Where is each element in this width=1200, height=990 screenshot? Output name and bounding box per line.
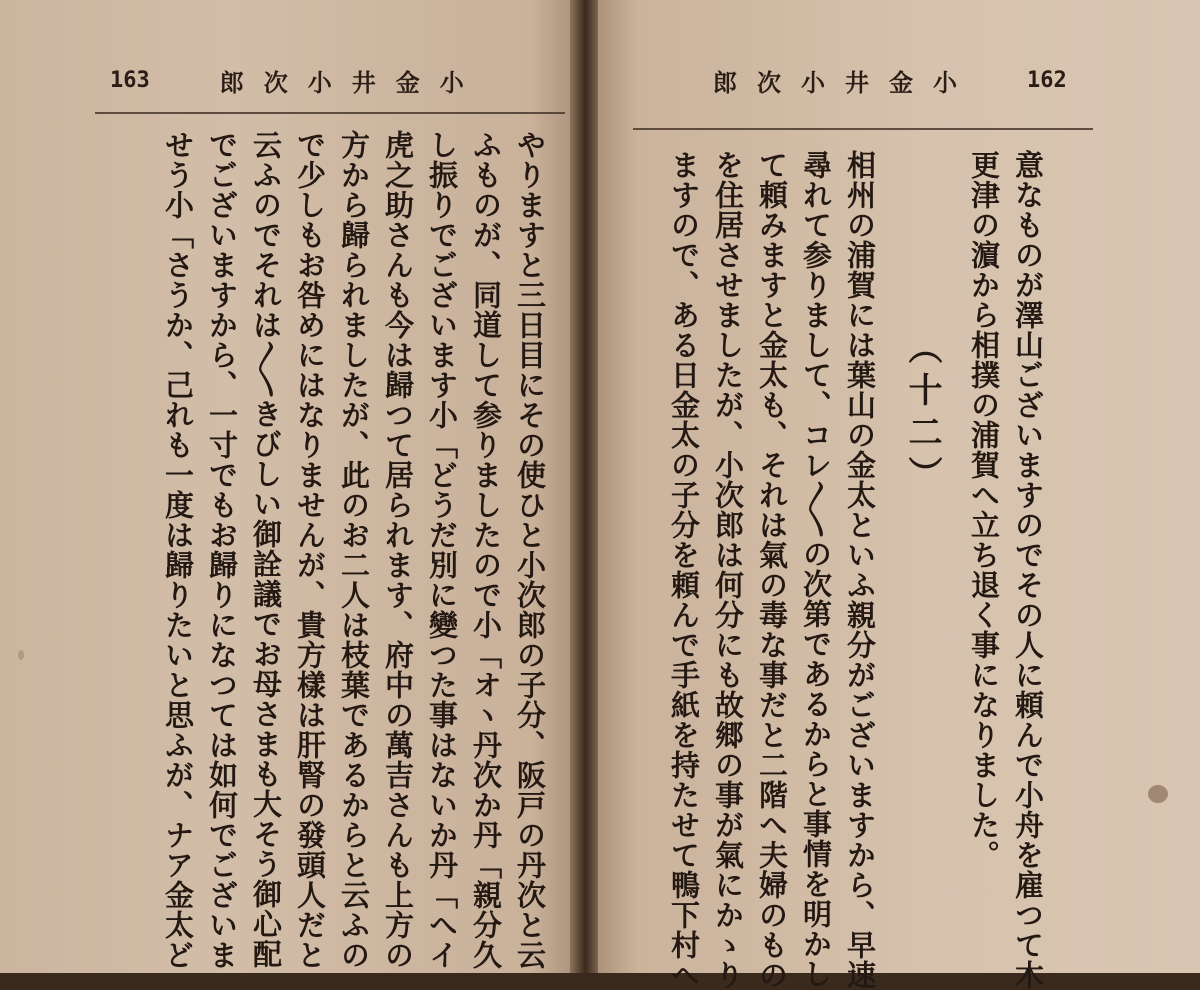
paper-stain (18, 650, 24, 660)
text-column: で少しもお咎めにはなりませんが、貴方樣は肝腎の發頭人だと (293, 130, 327, 970)
text-column: やりますと三日目にその使ひと小次郎の子分、阪戸の丹次と云 (513, 130, 547, 970)
left-page-body (156, 130, 552, 970)
section-heading: （十二） (902, 330, 942, 498)
text-column: 云ふのでそれは〳〵きびしい御詮議でお母さまも大そう御心配 (249, 130, 283, 969)
text-column: 更津の濵から相撲の浦賀へ立ち退く事になりました。 (967, 150, 1001, 870)
text-column: 虎之助さんも今は歸つて居られます、府中の萬吉さんも上方の (381, 130, 415, 970)
paper-stain (1148, 785, 1168, 803)
right-page-number: 162 (1027, 67, 1067, 93)
text-column: し振りでございます小「どうだ別に變つた事はないか丹「へイ (425, 130, 459, 970)
left-page-header (110, 60, 490, 100)
right-header-rule (633, 128, 1093, 130)
text-column: 方から歸られましたが、此のお二人は枝葉であるからと云ふの (337, 130, 371, 970)
right-running-title: 小金井小次郎 (713, 67, 977, 97)
right-page-body (662, 150, 1050, 990)
text-column: 意なものが澤山ございますのでその人に頼んで小舟を雇つて木 (1011, 150, 1045, 990)
text-column: を住居させましたが、小次郎は何分にも故郷の事が氣にかゝり (711, 150, 745, 990)
text-column: ふものが、同道して参りましたので小「オヽ丹次か丹「親分久 (469, 130, 503, 970)
text-column: でございますから、一寸でもお歸りになつては如何でございま (205, 130, 239, 970)
text-column: せう小「さうか、己れも一度は歸りたいと思ふが、ナア金太ど (161, 130, 195, 970)
right-page-header (713, 60, 1073, 100)
text-column: ますので、ある日金太の子分を頼んで手紙を持たせて鴨下村へ (667, 150, 701, 990)
left-header-rule (95, 112, 565, 114)
book-gutter (570, 0, 598, 973)
text-column: て頼みますと金太も、それは氣の毒な事だと二階へ夫婦のもの (755, 150, 789, 990)
left-page-number: 163 (110, 67, 150, 93)
left-running-title: 小金井小次郎 (219, 67, 484, 97)
text-column: 相州の浦賀には葉山の金太といふ親分がございますから、早速 (843, 150, 877, 990)
text-column: 尋れて参りまして、コレ〳〵の次第であるからと事情を明かし (799, 150, 833, 989)
